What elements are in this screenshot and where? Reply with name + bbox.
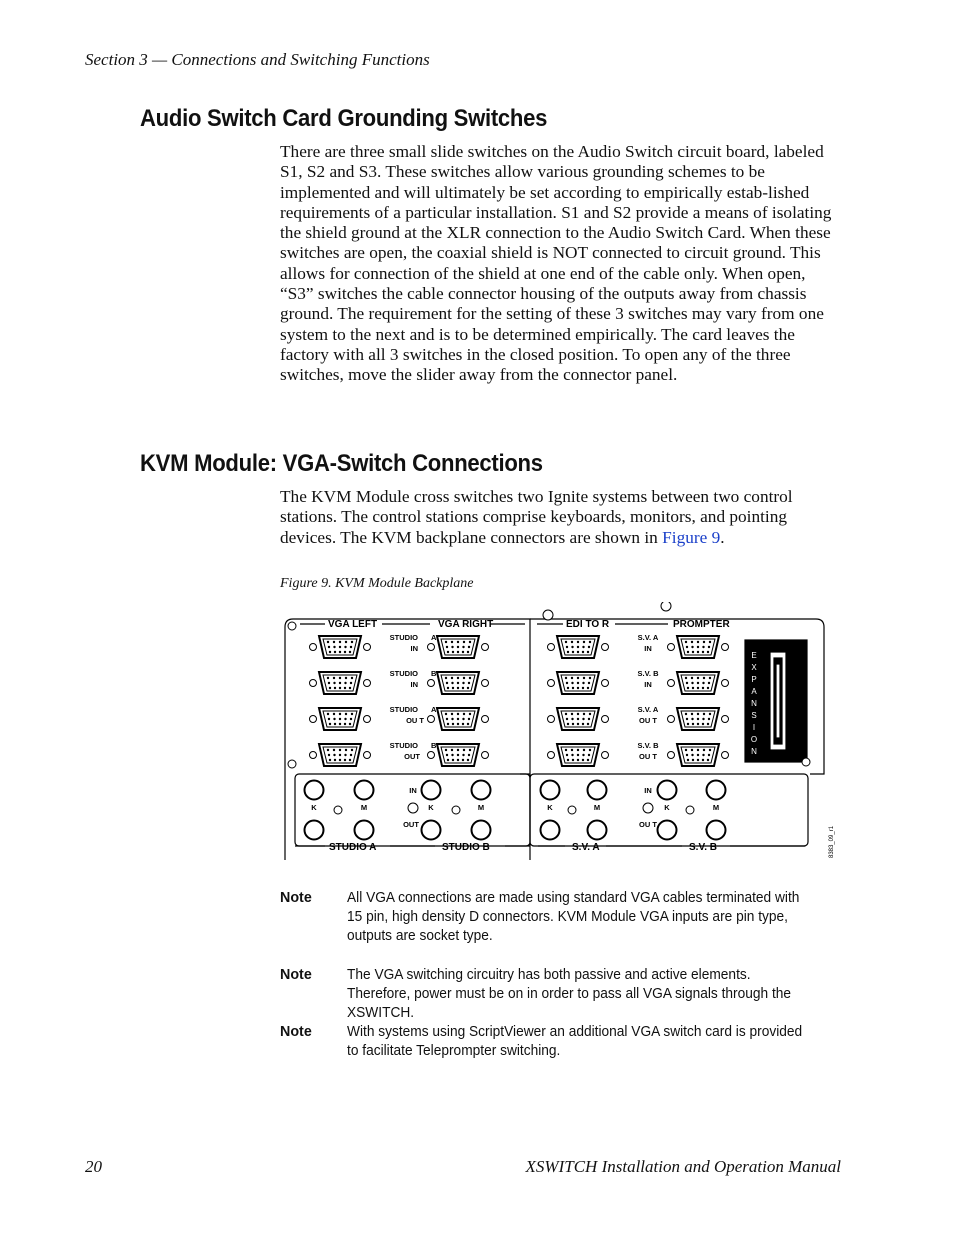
- vga-connector: [548, 744, 609, 766]
- studio-ps2-in-label: IN: [409, 786, 417, 795]
- expansion-letter: S: [751, 711, 757, 720]
- expansion-letter: A: [751, 687, 757, 696]
- expansion-letter: P: [751, 675, 757, 684]
- panel-screw: [686, 806, 694, 814]
- ps2-m-label: M: [360, 803, 368, 812]
- row3-left-sub: OU T: [406, 716, 424, 725]
- row2-left-name: STUDIO: [389, 669, 418, 678]
- sv-ps2-in-label: IN: [644, 786, 652, 795]
- row3-left-name: STUDIO: [389, 705, 418, 714]
- row1-letter: A: [431, 633, 437, 642]
- vga-right-label: VGA RIGHT: [438, 619, 494, 630]
- led-indicator: [408, 803, 418, 813]
- led-indicator: [643, 803, 653, 813]
- note-label: Note: [280, 967, 312, 983]
- row1-right-sub: IN: [644, 644, 652, 653]
- sv-b-label: S.V. B: [689, 842, 717, 853]
- row4-left-name: STUDIO: [389, 741, 418, 750]
- row3-right-name: S.V. A: [637, 705, 659, 714]
- vga-connector: [428, 672, 489, 694]
- vga-connector: [310, 708, 371, 730]
- ps2-port: [472, 781, 491, 800]
- drawing-id: 8383_09_r1: [829, 825, 835, 858]
- vga-connector: [428, 636, 489, 658]
- note-text: The VGA switching circuitry has both passive and active elements. Therefore, power must be on in order to pass all VGA signals through the XSWITCH.: [347, 967, 792, 1021]
- ps2-m-label: M: [477, 803, 485, 812]
- row1-left-name: STUDIO: [389, 633, 418, 642]
- ps2-k-label: K: [428, 803, 434, 812]
- vga-connector: [668, 672, 729, 694]
- row4-right-name: S.V. B: [637, 741, 659, 750]
- ps2-port: [422, 781, 441, 800]
- row4-right-sub: OU T: [639, 752, 657, 761]
- ps2-port: [422, 821, 441, 840]
- ps2-port: [658, 781, 677, 800]
- prompter-label: PROMPTER: [673, 619, 730, 630]
- page-number: 20: [85, 1157, 102, 1176]
- running-head: Section 3 — Connections and Switching Functions: [85, 50, 430, 69]
- row3-right-sub: OU T: [639, 716, 657, 725]
- sv-a-label: S.V. A: [572, 842, 600, 853]
- studio-b-label: STUDIO B: [442, 842, 490, 853]
- kvm-backplane-figure: [280, 602, 840, 864]
- expansion-letter: N: [751, 747, 757, 756]
- section-heading-kvm-module: KVM Module: VGA-Switch Connections: [140, 450, 543, 477]
- vga-connector: [668, 636, 729, 658]
- vga-connector: [548, 672, 609, 694]
- ps2-port: [588, 781, 607, 800]
- panel-screw: [334, 806, 342, 814]
- expansion-letter: E: [751, 651, 757, 660]
- row2-left-sub: IN: [410, 680, 418, 689]
- expansion-letter: N: [751, 699, 757, 708]
- studio-ps2-out-label: OUT: [403, 820, 419, 829]
- expansion-letter: I: [752, 723, 756, 732]
- ps2-port: [305, 781, 324, 800]
- ps2-k-label: K: [311, 803, 317, 812]
- figure-caption: Figure 9. KVM Module Backplane: [280, 576, 474, 591]
- ps2-port: [355, 821, 374, 840]
- studio-a-label: STUDIO A: [329, 842, 377, 853]
- ps2-port: [355, 781, 374, 800]
- vga-connector: [428, 708, 489, 730]
- expansion-letter: O: [750, 735, 758, 744]
- ps2-port: [472, 821, 491, 840]
- ps2-m-label: M: [593, 803, 601, 812]
- row3-letter: A: [431, 705, 437, 714]
- note-label: Note: [280, 890, 312, 906]
- ps2-k-label: K: [547, 803, 553, 812]
- figure-9-link[interactable]: Figure 9: [662, 527, 721, 547]
- vga-connector: [548, 708, 609, 730]
- kvm-paragraph-text: The KVM Module cross switches two Ignite systems between two control stations. The control stations comprise keyboards, monitors, and pointing devices. The KVM backplane connectors are shown in: [280, 487, 793, 547]
- ps2-port: [305, 821, 324, 840]
- note-label: Note: [280, 1024, 312, 1040]
- kvm-backplane-drawing: [280, 602, 840, 864]
- audio-switch-paragraph: There are three small slide switches on the Audio Switch circuit board, labeled S1, S2 and S3. These switches allow various grounding schemes to be implemented and will ultimately be set according to empirically estab-lished requirements of a particular installation. S1 and S2 provide a means of isolating the shield ground at the XLR connection to the Audio Switch Card. When these switches are open, the coaxial shield is NOT connected to circuit ground. This allows for connection of the shield at one end of the cable only. When open, “S3” switches the cable connector housing of the outputs away from chassis ground. The requirement for the setting of these 3 switches may vary from one system to the next and is to be determined empirically. The card leaves the factory with all 3 switches in the closed position. To open any of the three switches, move the slider away from the connector panel.: [280, 142, 832, 385]
- row4-letter: B: [431, 741, 437, 750]
- section-heading-audio-switch: Audio Switch Card Grounding Switches: [140, 105, 548, 132]
- row2-letter: B: [431, 669, 437, 678]
- panel-screw: [568, 806, 576, 814]
- ps2-port: [707, 781, 726, 800]
- vga-connector: [310, 744, 371, 766]
- sv-ps2-out-label: OU T: [639, 820, 657, 829]
- vga-connector: [428, 744, 489, 766]
- ps2-port: [541, 821, 560, 840]
- row4-left-sub: OUT: [404, 752, 420, 761]
- expansion-letter: X: [751, 663, 757, 672]
- vga-connector: [668, 708, 729, 730]
- ps2-port: [707, 821, 726, 840]
- panel-screw: [452, 806, 460, 814]
- ps2-port: [541, 781, 560, 800]
- row1-right-name: S.V. A: [637, 633, 659, 642]
- vga-connector: [310, 636, 371, 658]
- kvm-paragraph-end: .: [720, 527, 725, 547]
- vga-connector: [668, 744, 729, 766]
- row2-right-name: S.V. B: [637, 669, 659, 678]
- row1-left-sub: IN: [410, 644, 418, 653]
- vga-left-label: VGA LEFT: [328, 619, 378, 630]
- vga-connector: [548, 636, 609, 658]
- vga-connector: [310, 672, 371, 694]
- row2-right-sub: IN: [644, 680, 652, 689]
- kvm-paragraph: [280, 487, 840, 548]
- ps2-port: [588, 821, 607, 840]
- ps2-m-label: M: [712, 803, 720, 812]
- ps2-k-label: K: [664, 803, 670, 812]
- ps2-port: [658, 821, 677, 840]
- editor-label: EDI TO R: [566, 619, 610, 630]
- note-text: With systems using ScriptViewer an additional VGA switch card is provided to facilitate Teleprompter switching.: [347, 1024, 803, 1059]
- note-text: All VGA connections are made using standard VGA cables terminated with 15 pin, high density D connectors. KVM Module VGA inputs are pin type, outputs are socket type.: [347, 890, 800, 944]
- manual-title: XSWITCH Installation and Operation Manual: [525, 1157, 841, 1176]
